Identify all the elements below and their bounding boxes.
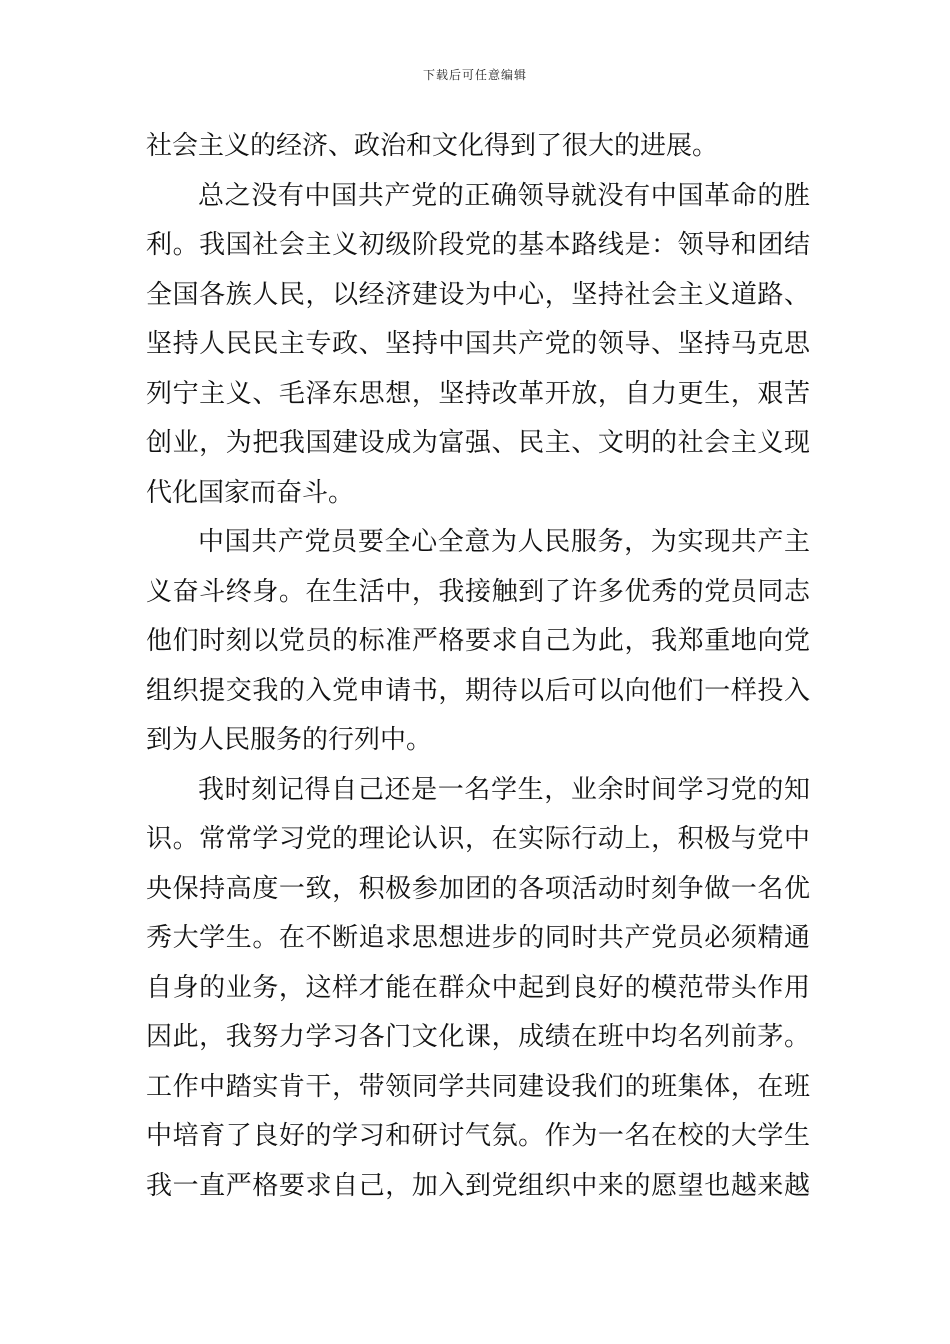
paragraph-first-line: 总之没有中国共产党的正确领导就没有中国革命的胜 (198, 180, 810, 211)
text-line: 到为人民服务的行列中。 (146, 725, 433, 755)
text-line: 代化国家而奋斗。 (146, 477, 355, 508)
text-line: 全国各族人民，以经济建设为中心，坚持社会主义道路、 (146, 279, 810, 310)
text-line: 义奋斗终身。在生活中，我接触到了许多优秀的党员同志 (146, 576, 810, 607)
text-line: 中培育了良好的学习和研讨气氛。作为一名在校的大学生 (146, 1121, 810, 1151)
text-line: 工作中踏实肯干，带领同学共同建设我们的班集体，在班 (146, 1071, 810, 1102)
text-line: 坚持人民民主专政、坚持中国共产党的领导、坚持马克思 (146, 329, 810, 359)
text-line: 我一直严格要求自己，加入到党组织中来的愿望也越来越 (146, 1170, 810, 1201)
text-line: 社会主义的经济、政治和文化得到了很大的进展。 (146, 131, 719, 161)
text-line: 央保持高度一致，积极参加团的各项活动时刻争做一名优 (146, 873, 810, 904)
text-line: 他们时刻以党员的标准严格要求自己为此，我郑重地向党 (146, 626, 810, 656)
header-note: 下载后可任意编辑 (422, 68, 527, 82)
paragraph-first-line: 我时刻记得自己还是一名学生，业余时间学习党的知 (198, 774, 810, 805)
paragraph-first-line: 中国共产党员要全心全意为人民服务，为实现共产主 (198, 527, 810, 557)
text-line: 组织提交我的入党申请书，期待以后可以向他们一样投入 (146, 675, 810, 706)
text-line: 识。常常学习党的理论认识，在实际行动上，积极与党中 (146, 824, 810, 854)
text-line: 列宁主义、毛泽东思想，坚持改革开放，自力更生，艰苦 (146, 378, 810, 409)
body-text (146, 122, 810, 1211)
text-line: 利。我国社会主义初级阶段党的基本路线是：领导和团结 (146, 230, 810, 260)
text-line: 因此，我努力学习各门文化课，成绩在班中均名列前茅。 (146, 1022, 810, 1052)
text-line: 秀大学生。在不断追求思想进步的同时共产党员必须精通 (146, 923, 810, 953)
text-line: 自身的业务，这样才能在群众中起到良好的模范带头作用 (146, 972, 810, 1003)
text-line: 创业，为把我国建设成为富强、民主、文明的社会主义现 (146, 428, 810, 458)
